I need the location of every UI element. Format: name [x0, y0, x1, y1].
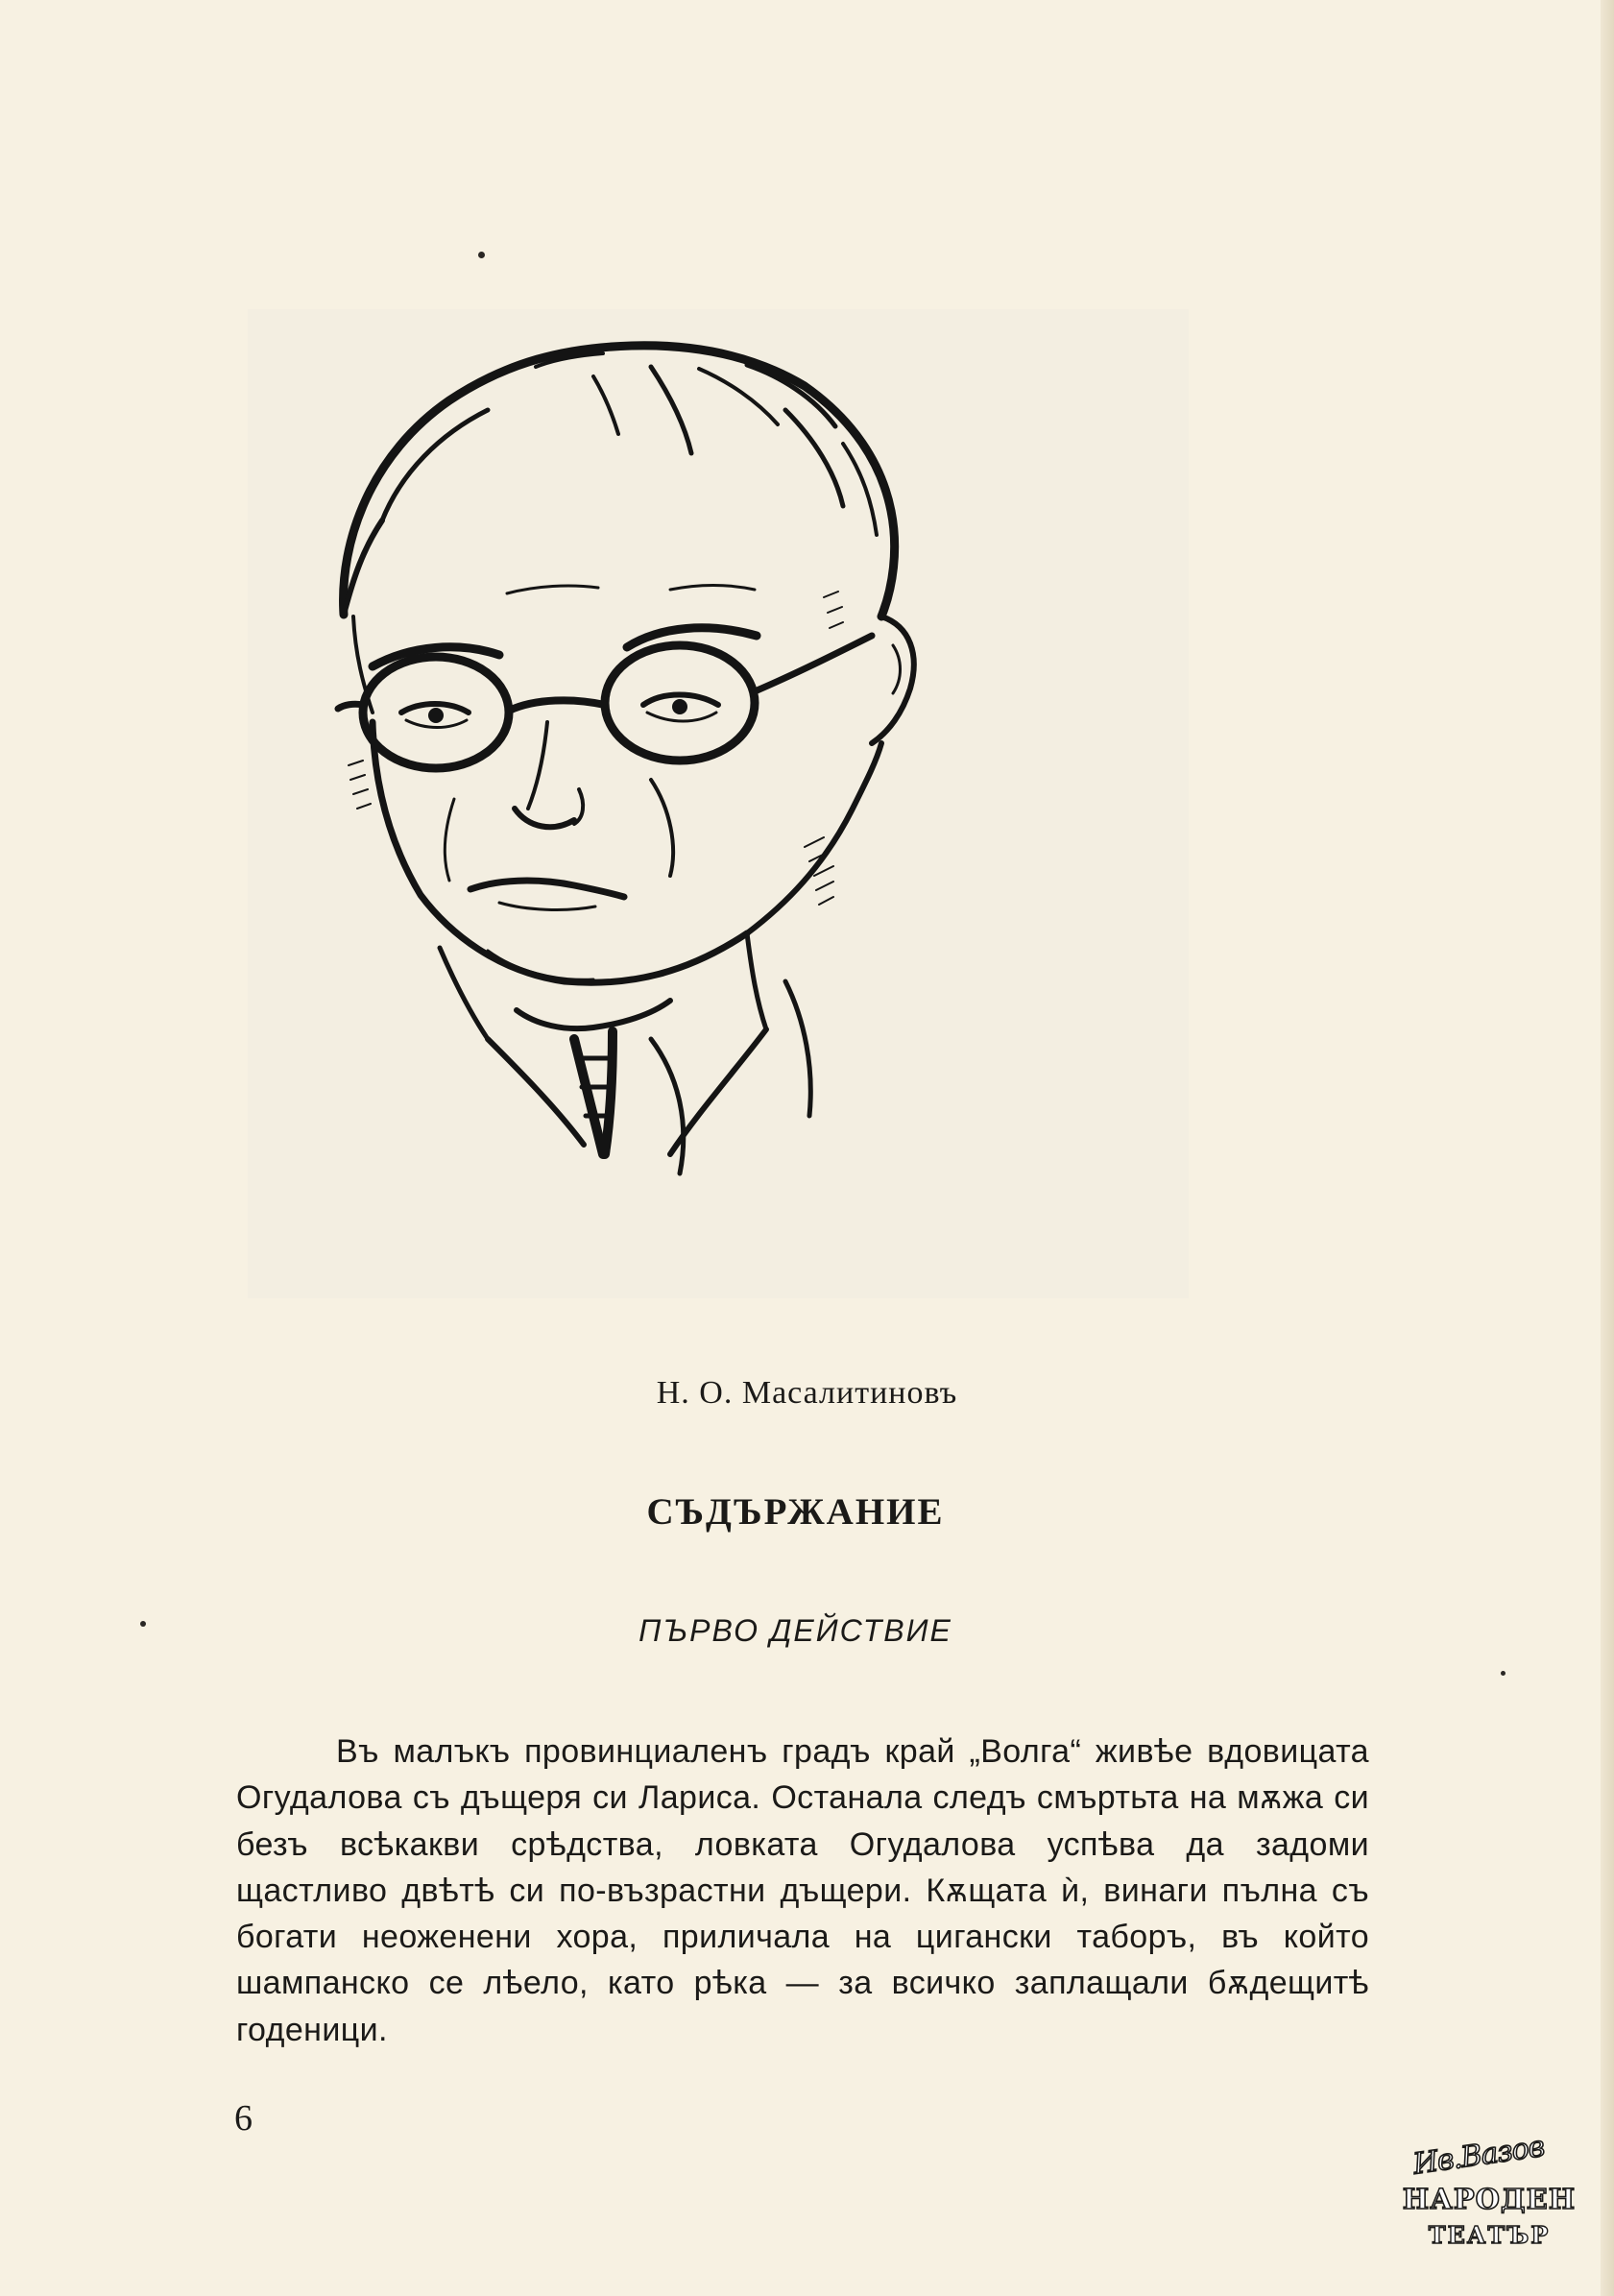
portrait-sketch — [248, 309, 1189, 1298]
stamp-signature: Ив.Вазов — [1410, 2129, 1547, 2182]
section-title: СЪДЪРЖАНИЕ — [646, 1491, 945, 1533]
portrait-caption: Н. О. Масалитиновъ — [656, 1375, 958, 1411]
portrait-illustration — [248, 309, 1189, 1298]
ink-speck — [1501, 1671, 1506, 1676]
act-title: ПЪРВО ДЕЙСТВИЕ — [638, 1613, 952, 1648]
stamp-line-2: ТЕАТЪР — [1428, 2221, 1551, 2249]
summary-paragraph: Въ малъкъ провинциаленъ градъ край „Волга“ живѣе вдовицата Огудалова съ дъщеря си Лариса. Останала следъ смъртьта на мѫжа си безъ всѣкакви срѣдства, ловката Огудалова успѣва да задоми щастливо двѣтѣ си по-възрастни дъщери. Кѫщата ѝ, винаги пълна съ богати неоженени хора, приличала на цигански таборъ, въ който шампанско се лѣело, като рѣка — за всичко заплащали бѫдещитѣ годеници. — [236, 1733, 1369, 2048]
page-number: 6 — [234, 2098, 253, 2139]
stamp-line-1: НАРОДЕН — [1402, 2183, 1577, 2215]
theatre-stamp — [1398, 2129, 1580, 2263]
page-edge — [1601, 0, 1614, 2296]
ink-speck — [478, 252, 485, 258]
